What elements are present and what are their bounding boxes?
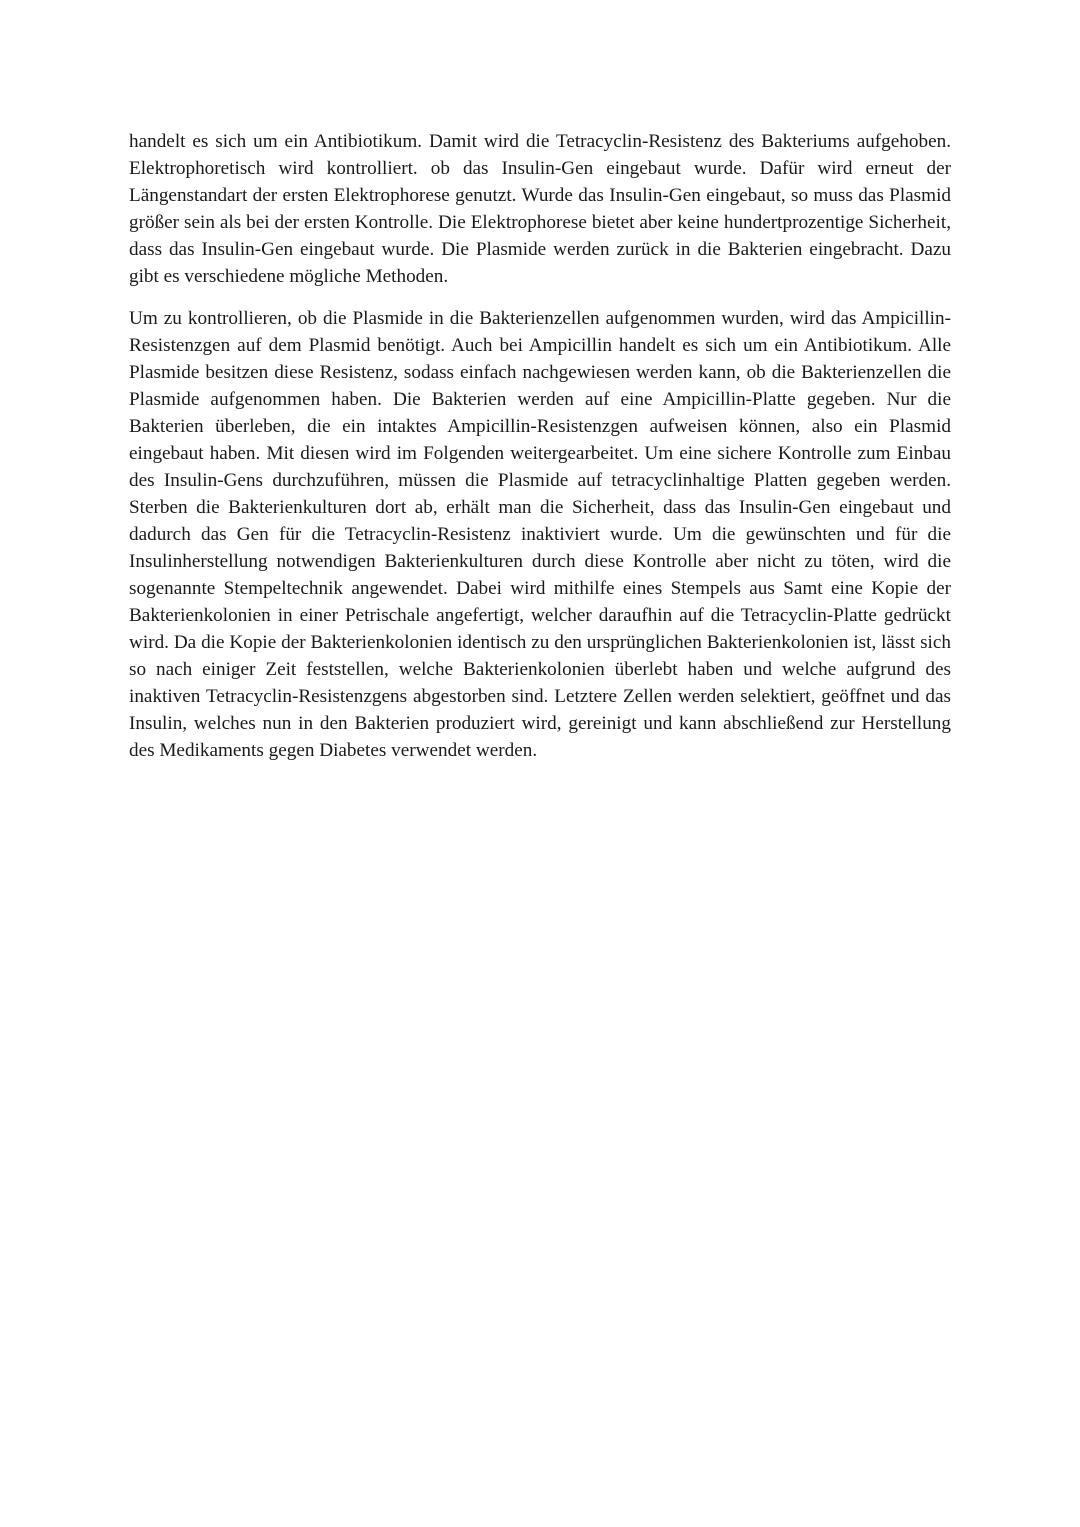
paragraph-1: handelt es sich um ein Antibiotikum. Damit wird die Tetracyclin-Resistenz des Bakteriums aufgehoben. Elektrophoretisch wird kontrolliert. ob das Insulin-Gen eingebaut wurde. Dafür wird erneut der Längenstandart der ersten Elektrophorese genutzt. Wurde das Insulin-Gen eingebaut, so muss das Plasmid größer sein als bei der ersten Kontrolle. Die Elektrophorese bietet aber keine hundertprozentige Sicherheit, dass das Insulin-Gen eingebaut wurde. Die Plasmide werden zurück in die Bakterien eingebracht. Dazu gibt es verschiedene mögliche Methoden.	[129, 131, 951, 287]
document-body	[129, 128, 951, 764]
paragraph-2: Um zu kontrollieren, ob die Plasmide in die Bakterienzellen aufgenommen wurden, wird das Ampicillin-Resistenzgen auf dem Plasmid benötigt. Auch bei Ampicillin handelt es sich um ein Antibiotikum. Alle Plasmide besitzen diese Resistenz, sodass einfach nachgewiesen werden kann, ob die Bakterienzellen die Plasmide aufgenommen haben. Die Bakterien werden auf eine Ampicillin-Platte gegeben. Nur die Bakterien überleben, die ein intaktes Ampicillin-Resistenzgen aufweisen können, also ein Plasmid eingebaut haben. Mit diesen wird im Folgenden weitergearbeitet. Um eine sichere Kontrolle zum Einbau des Insulin-Gens durchzuführen, müssen die Plasmide auf tetracyclinhaltige Platten gegeben werden. Sterben die Bakterienkulturen dort ab, erhält man die Sicherheit, dass das Insulin-Gen eingebaut und dadurch das Gen für die Tetracyclin-Resistenz inaktiviert wurde. Um die gewünschten und für die Insulinherstellung notwendigen Bakterienkulturen durch diese Kontrolle aber nicht zu töten, wird die sogenannte Stempeltechnik angewendet. Dabei wird mithilfe eines Stempels aus Samt eine Kopie der Bakterienkolonien in einer Petrischale angefertigt, welcher daraufhin auf die Tetracyclin-Platte gedrückt wird. Da die Kopie der Bakterienkolonien identisch zu den ursprünglichen Bakterienkolonien ist, lässt sich so nach einiger Zeit feststellen, welche Bakterienkolonien überlebt haben und welche aufgrund des inaktiven Tetracyclin-Resistenzgens abgestorben sind. Letztere Zellen werden selektiert, geöffnet und das Insulin, welches nun in den Bakterien produziert wird, gereinigt und kann abschließend zur Herstellung des Medikaments gegen Diabetes verwendet werden.	[129, 308, 951, 761]
